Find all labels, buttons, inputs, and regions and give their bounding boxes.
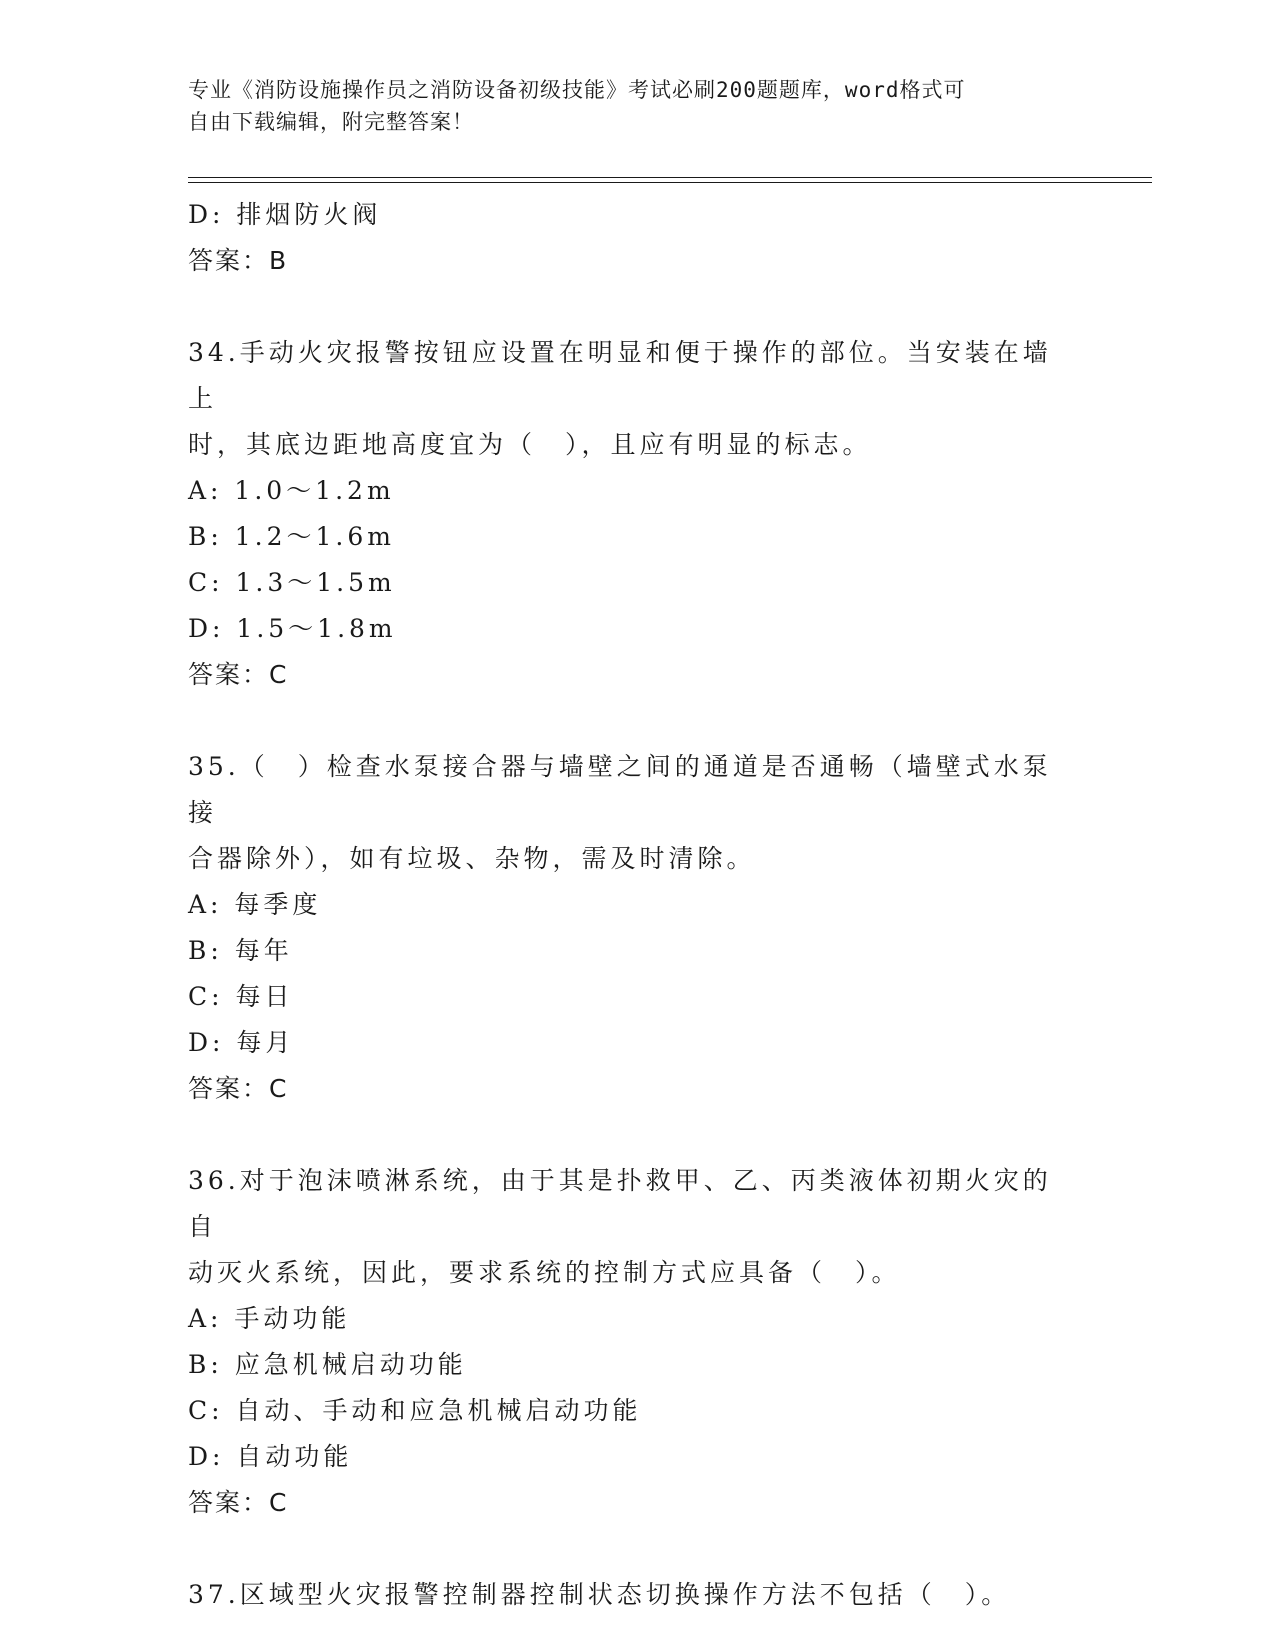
question-text-line-2: 合器除外），如有垃圾、杂物，需及时清除。 [188, 844, 756, 873]
option-c: C: 自动、手动和应急机械启动功能 [188, 1396, 642, 1425]
question-36 [188, 1158, 1088, 1526]
header-divider-bottom [188, 182, 1152, 183]
question-text-line-2: 时，其底边距地高度宜为（ ），且应有明显的标志。 [188, 430, 872, 459]
option-d: D: 自动功能 [188, 1442, 353, 1471]
option-c: C: 每日 [188, 982, 294, 1011]
answer-label: 答案：B [188, 246, 289, 275]
document-body [188, 192, 1088, 1618]
question-text-line-1: 36.对于泡沫喷淋系统，由于其是扑救甲、乙、丙类液体初期火灾的自 [188, 1166, 1052, 1241]
header-line-2: 自由下载编辑，附完整答案！ [188, 110, 474, 134]
answer-label: 答案：C [188, 1488, 289, 1517]
option-c: C: 1.3～1.5m [188, 568, 396, 597]
option-d: D: 1.5～1.8m [188, 614, 397, 643]
answer-label: 答案：C [188, 660, 289, 689]
option-d: D: 每月 [188, 1028, 295, 1057]
question-text-line-2: 动灭火系统，因此，要求系统的控制方式应具备（ ）。 [188, 1258, 901, 1287]
question-text-line-1: 34.手动火灾报警按钮应设置在明显和便于操作的部位。当安装在墙上 [188, 338, 1052, 413]
option-b: B: 每年 [188, 936, 293, 965]
option-a: A: 1.0～1.2m [188, 476, 395, 505]
question-text-line-1: 35.（ ）检查水泵接合器与墙壁之间的通道是否通畅（墙壁式水泵接 [188, 752, 1052, 827]
option-a: A: 手动功能 [188, 1304, 351, 1333]
header-line-1: 专业《消防设施操作员之消防设备初级技能》考试必刷200题题库，word格式可 [188, 78, 966, 102]
option-b: B: 1.2～1.6m [188, 522, 395, 551]
option-a: A: 每季度 [188, 890, 322, 919]
question-34 [188, 330, 1088, 698]
question-35 [188, 744, 1088, 1112]
document-header [188, 74, 1068, 138]
option-d: D: 排烟防火阀 [188, 200, 382, 229]
answer-label: 答案：C [188, 1074, 289, 1103]
header-divider-top [188, 177, 1152, 178]
question-text-line-1: 37.区域型火灾报警控制器控制状态切换操作方法不包括（ ）。 [188, 1580, 1011, 1609]
question-37 [188, 1572, 1088, 1618]
option-b: B: 应急机械启动功能 [188, 1350, 467, 1379]
